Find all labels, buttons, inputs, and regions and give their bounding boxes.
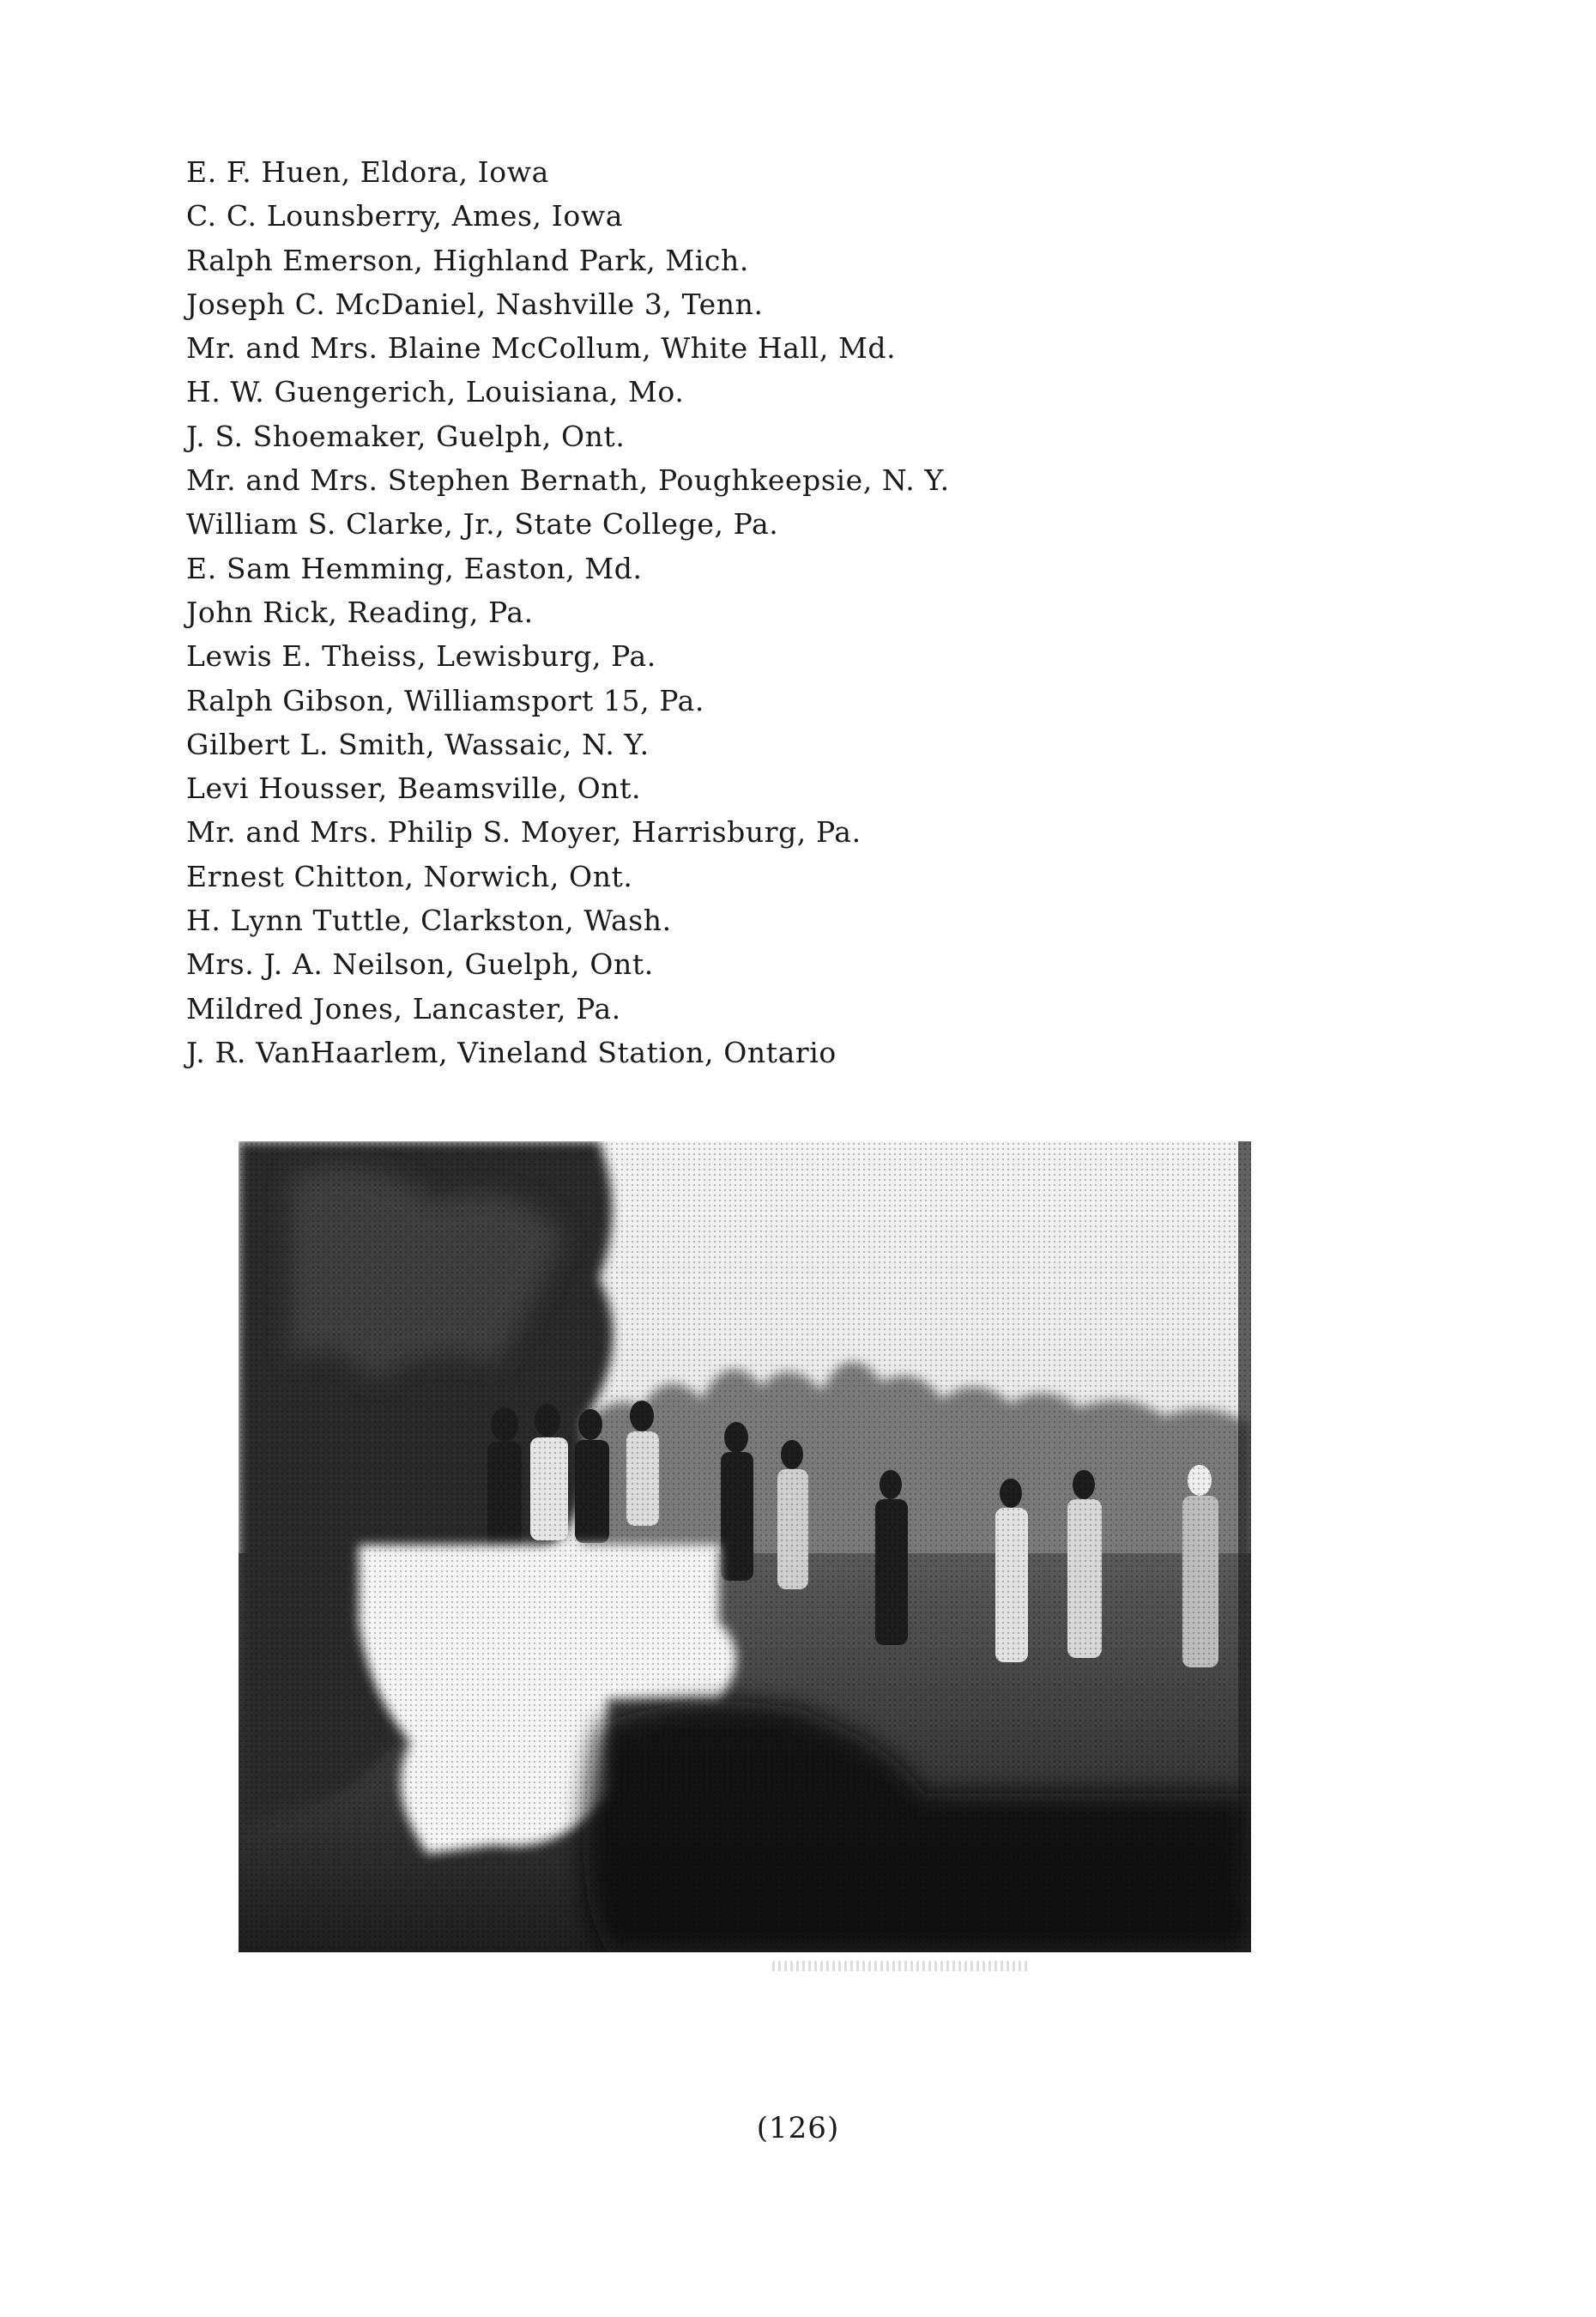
attendee-entry: John Rick, Reading, Pa. xyxy=(186,595,534,629)
attendee-entry: E. F. Huen, Eldora, Iowa xyxy=(186,155,549,189)
attendee-entry: Joseph C. McDaniel, Nashville 3, Tenn. xyxy=(186,287,764,321)
attendee-entry: Gilbert L. Smith, Wassaic, N. Y. xyxy=(186,727,650,761)
halftone-texture xyxy=(239,1141,1251,1952)
attendee-entry: Ernest Chitton, Norwich, Ont. xyxy=(186,859,633,893)
page-number: (126) xyxy=(756,2111,840,2145)
attendee-entry: Mr. and Mrs. Stephen Bernath, Poughkeepsie, N. Y. xyxy=(186,463,950,498)
attendee-entry: Mr. and Mrs. Philip S. Moyer, Harrisburg, Pa. xyxy=(186,815,861,850)
attendee-entry: Ralph Gibson, Williamsport 15, Pa. xyxy=(186,683,705,717)
attendee-entry: Mrs. J. A. Neilson, Guelph, Ont. xyxy=(186,947,654,982)
group-photograph xyxy=(239,1141,1251,1952)
attendee-entry: Mr. and Mrs. Blaine McCollum, White Hall, Md. xyxy=(186,331,897,366)
attendee-entry: J. S. Shoemaker, Guelph, Ont. xyxy=(186,419,626,453)
attendee-entry: H. W. Guengerich, Louisiana, Mo. xyxy=(186,375,685,409)
attendee-entry: C. C. Lounsberry, Ames, Iowa xyxy=(186,199,623,233)
print-smudge xyxy=(772,1961,1030,1971)
attendee-entry: Mildred Jones, Lancaster, Pa. xyxy=(186,991,621,1025)
attendee-entry: Levi Housser, Beamsville, Ont. xyxy=(186,771,642,806)
attendee-entry: J. R. VanHaarlem, Vineland Station, Ontario xyxy=(186,1035,837,1069)
attendee-entry: H. Lynn Tuttle, Clarkston, Wash. xyxy=(186,904,672,938)
attendee-entry: Lewis E. Theiss, Lewisburg, Pa. xyxy=(186,639,656,674)
photo-illustration xyxy=(239,1141,1251,1952)
attendee-entry: Ralph Emerson, Highland Park, Mich. xyxy=(186,243,749,277)
attendee-list xyxy=(186,150,1473,1074)
attendee-entry: William S. Clarke, Jr., State College, Pa. xyxy=(186,507,779,541)
attendee-entry: E. Sam Hemming, Easton, Md. xyxy=(186,551,643,585)
